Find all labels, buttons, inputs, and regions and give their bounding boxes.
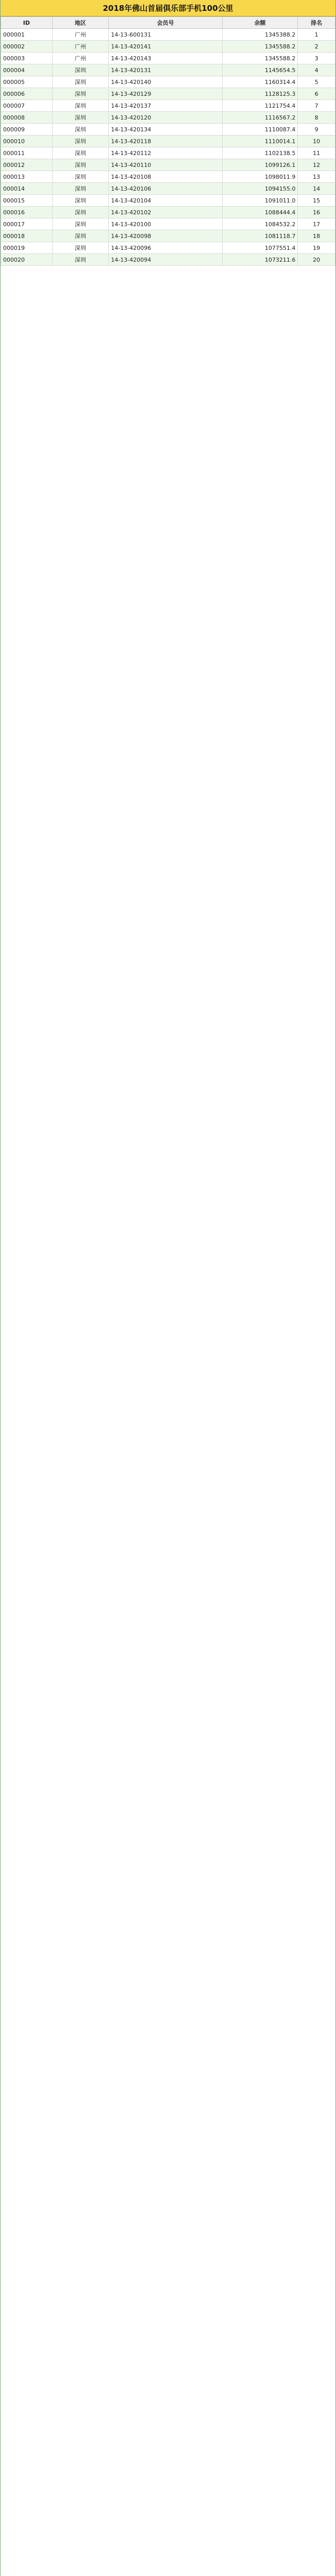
row-rank: 9	[298, 124, 335, 135]
row-balance: 1128125.3	[222, 88, 298, 100]
row-balance: 1073211.6	[222, 254, 298, 266]
row-area: 深圳	[52, 88, 109, 100]
row-id: 000009	[1, 124, 53, 135]
row-id: 000013	[1, 171, 53, 183]
row-id: 000005	[1, 76, 53, 88]
row-balance: 1110014.1	[222, 135, 298, 147]
row-id: 000014	[1, 183, 53, 195]
row-id: 000012	[1, 159, 53, 171]
row-member: 14-13-420137	[109, 100, 222, 112]
table-row	[1, 218, 335, 230]
row-member: 14-13-420098	[109, 230, 222, 242]
row-balance: 1102138.5	[222, 147, 298, 159]
row-balance: 1084532.2	[222, 218, 298, 230]
row-id: 000008	[1, 112, 53, 124]
header-id: ID	[1, 17, 53, 29]
row-balance: 1091011.0	[222, 195, 298, 207]
row-rank: 19	[298, 242, 335, 254]
row-balance: 1099126.1	[222, 159, 298, 171]
row-rank: 14	[298, 183, 335, 195]
row-area: 广州	[52, 41, 109, 53]
row-balance: 1110087.4	[222, 124, 298, 135]
table-row	[1, 124, 335, 135]
table-row	[1, 207, 335, 218]
table-row	[1, 159, 335, 171]
row-id: 000018	[1, 230, 53, 242]
row-rank: 15	[298, 195, 335, 207]
row-id: 000020	[1, 254, 53, 266]
row-id: 000006	[1, 88, 53, 100]
row-rank: 5	[298, 76, 335, 88]
row-area: 深圳	[52, 147, 109, 159]
row-area: 深圳	[52, 159, 109, 171]
row-id: 000019	[1, 242, 53, 254]
row-id: 000004	[1, 64, 53, 76]
row-area: 深圳	[52, 183, 109, 195]
row-balance: 1094155.0	[222, 183, 298, 195]
row-balance: 1081118.7	[222, 230, 298, 242]
row-area: 深圳	[52, 76, 109, 88]
row-member: 14-13-420112	[109, 147, 222, 159]
row-id: 000007	[1, 100, 53, 112]
row-area: 深圳	[52, 124, 109, 135]
row-member: 14-13-600131	[109, 29, 222, 41]
header-area: 地区	[52, 17, 109, 29]
table-row	[1, 53, 335, 64]
row-rank: 17	[298, 218, 335, 230]
row-id: 000016	[1, 207, 53, 218]
table-body	[1, 29, 335, 266]
header-member: 会员号	[109, 17, 222, 29]
row-member: 14-13-420140	[109, 76, 222, 88]
header-rank: 排名	[298, 17, 335, 29]
table-row	[1, 100, 335, 112]
row-balance: 1088444.4	[222, 207, 298, 218]
row-id: 000015	[1, 195, 53, 207]
row-member: 14-13-420129	[109, 88, 222, 100]
table-row	[1, 29, 335, 41]
row-member: 14-13-420134	[109, 124, 222, 135]
row-rank: 13	[298, 171, 335, 183]
row-rank: 1	[298, 29, 335, 41]
table-row	[1, 135, 335, 147]
row-area: 深圳	[52, 254, 109, 266]
row-area: 深圳	[52, 230, 109, 242]
row-balance: 1345588.2	[222, 53, 298, 64]
row-id: 000017	[1, 218, 53, 230]
row-area: 深圳	[52, 112, 109, 124]
row-area: 深圳	[52, 64, 109, 76]
row-balance: 1098011.9	[222, 171, 298, 183]
table-row	[1, 88, 335, 100]
table-row	[1, 195, 335, 207]
row-area: 深圳	[52, 100, 109, 112]
table-row	[1, 76, 335, 88]
row-member: 14-13-420106	[109, 183, 222, 195]
row-member: 14-13-420108	[109, 171, 222, 183]
table-header-row	[1, 17, 335, 29]
table-row	[1, 147, 335, 159]
table-row	[1, 242, 335, 254]
row-id: 000002	[1, 41, 53, 53]
row-rank: 10	[298, 135, 335, 147]
row-rank: 20	[298, 254, 335, 266]
row-member: 14-13-420110	[109, 159, 222, 171]
row-balance: 1345388.2	[222, 29, 298, 41]
table-row	[1, 171, 335, 183]
results-table	[1, 16, 335, 266]
row-balance: 1121754.4	[222, 100, 298, 112]
row-rank: 8	[298, 112, 335, 124]
table-row	[1, 230, 335, 242]
row-area: 深圳	[52, 195, 109, 207]
table-row	[1, 254, 335, 266]
row-rank: 3	[298, 53, 335, 64]
row-area: 广州	[52, 53, 109, 64]
table-row	[1, 112, 335, 124]
row-rank: 18	[298, 230, 335, 242]
row-member: 14-13-420118	[109, 135, 222, 147]
row-area: 广州	[52, 29, 109, 41]
row-rank: 16	[298, 207, 335, 218]
row-balance: 1345588.2	[222, 41, 298, 53]
row-balance: 1145654.5	[222, 64, 298, 76]
row-rank: 2	[298, 41, 335, 53]
row-area: 深圳	[52, 218, 109, 230]
row-balance: 1077551.4	[222, 242, 298, 254]
row-rank: 6	[298, 88, 335, 100]
row-member: 14-13-420102	[109, 207, 222, 218]
row-member: 14-13-420094	[109, 254, 222, 266]
table-row	[1, 64, 335, 76]
row-id: 000011	[1, 147, 53, 159]
row-balance: 1116567.2	[222, 112, 298, 124]
row-member: 14-13-420100	[109, 218, 222, 230]
table-row	[1, 183, 335, 195]
row-rank: 12	[298, 159, 335, 171]
row-area: 深圳	[52, 207, 109, 218]
row-member: 14-13-420096	[109, 242, 222, 254]
row-area: 深圳	[52, 242, 109, 254]
row-member: 14-13-420143	[109, 53, 222, 64]
page-title: 2018年佛山首届俱乐部手机100公里	[1, 0, 335, 16]
row-balance: 1160314.4	[222, 76, 298, 88]
row-member: 14-13-420104	[109, 195, 222, 207]
row-id: 000010	[1, 135, 53, 147]
row-id: 000001	[1, 29, 53, 41]
row-member: 14-13-420131	[109, 64, 222, 76]
header-balance: 余额	[222, 17, 298, 29]
row-rank: 7	[298, 100, 335, 112]
row-area: 深圳	[52, 171, 109, 183]
row-id: 000003	[1, 53, 53, 64]
row-rank: 11	[298, 147, 335, 159]
row-member: 14-13-420141	[109, 41, 222, 53]
row-member: 14-13-420120	[109, 112, 222, 124]
row-area: 深圳	[52, 135, 109, 147]
row-rank: 4	[298, 64, 335, 76]
table-row	[1, 41, 335, 53]
